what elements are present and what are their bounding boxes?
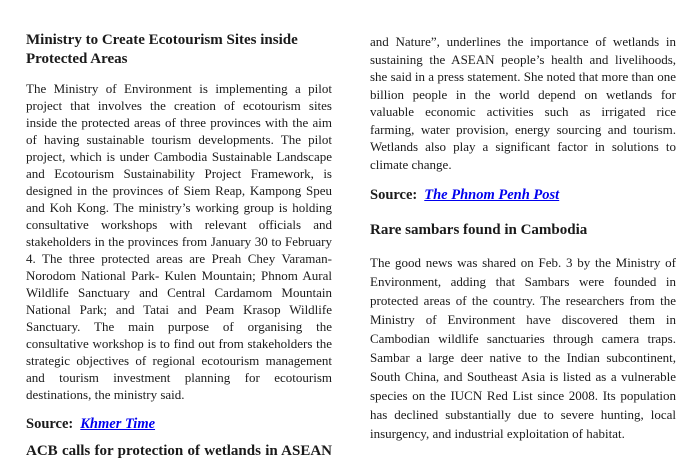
left-column [26,31,332,461]
source-label: Source: [26,416,74,432]
source-label: Source: [370,187,418,203]
article-body-sambars: The good news was shared on Feb. 3 by the Ministry of Environment, adding that Sambars were founded in protected areas of the country. The researchers from the Ministry of Environment have discovered them in Cambodian wildlife sanctuaries through camera traps. Sambar a large deer native to the Indian subcontinent, South China, and Southeast Asia is listed as a vulnerable species on the IUCN Red List since 2008. Its population has declined substantially due to severe hunting, local insurgency, and industrial exploitation of habitat. [370,255,676,441]
source-link-khmer-time[interactable]: Khmer Time [80,416,156,432]
article-body-wetlands-continuation: and Nature”, underlines the importance of wetlands in sustaining the ASEAN people’s health and livelihoods, she said in a press statement. She noted that more than one billion people in the world depend on wetlands for valuable economic activities such as irrigated rice farming, water provision, energy sourcing and tourism. Wetlands also play a significant factor in solutions to climate change. [370,34,676,172]
article-heading-ecotourism: Ministry to Create Ecotourism Sites inside Protected Areas [26,32,298,67]
source-link-phnom-penh-post[interactable]: The Phnom Penh Post [424,187,560,203]
source-line-phnom-penh-post [370,186,676,204]
article-heading-acb-clipped: ACB calls for protection of wetlands in ASEAN [26,443,332,459]
right-column [370,33,676,443]
article-heading-sambars: Rare sambars found in Cambodia [370,222,588,238]
article-body-ecotourism: The Ministry of Environment is implementing a pilot project that involves the creation of ecotourism sites inside the protected areas of three provinces with the aim of having sustainable tourism developments. The pilot project, which is under Cambodia Sustainable Landscape and Ecotourism Sustainability Project Framework, is designed in the provinces of Siem Reap, Kampong Speu and Koh Kong. The ministry’s working group is holding consultative workshops with relevant officials and stakeholders in the provinces from January 30 to February 4. The three protected areas are Preah Chey Varaman- Norodom National Park- Kulen Mountain; Phnom Aural Wildlife Sanctuary and Central Cardamom Mountain National Park; and Tatai and Peam Krasop Wildlife Sanctuary. The main purpose of organising the consultative workshop is to find out from stakeholders the strategic objectives of regional ecotourism management and tourism investment planning for ecotourism destinations, the ministry said. [26,81,332,402]
source-line-khmer-time [26,415,332,433]
